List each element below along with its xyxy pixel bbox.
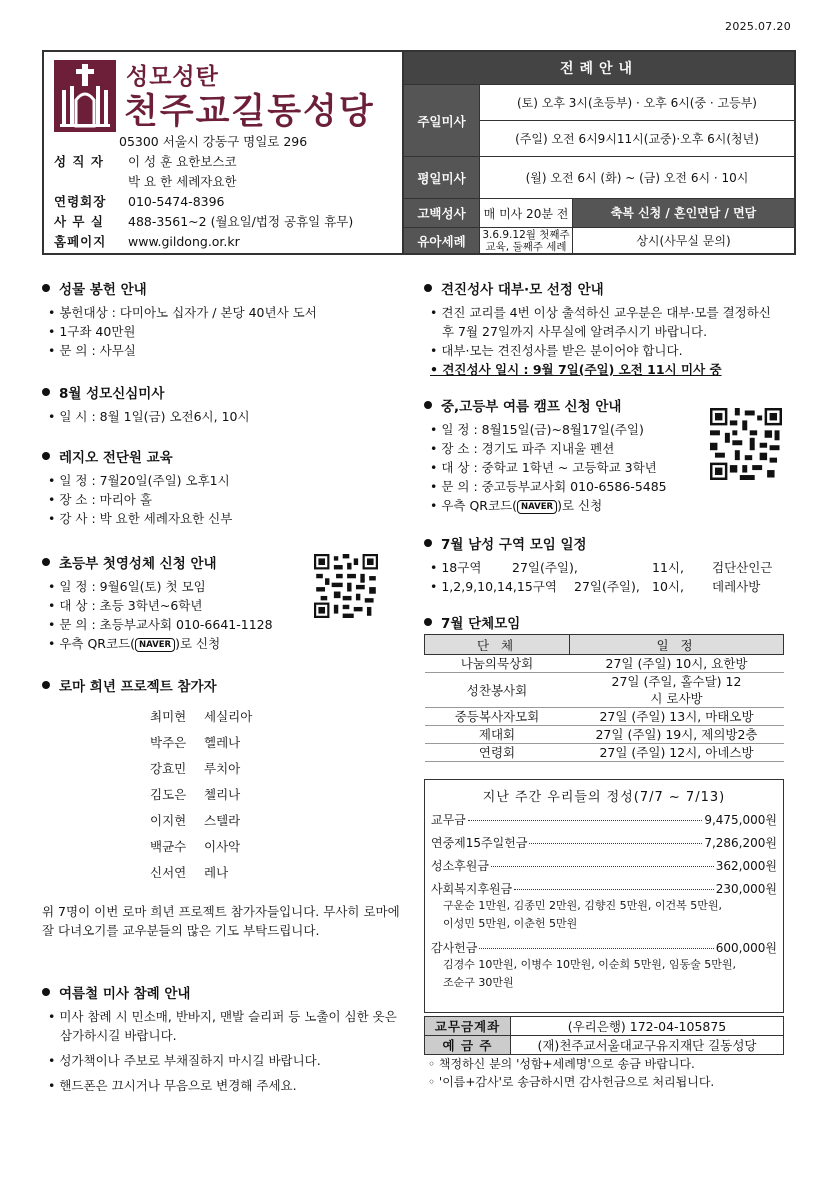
table-row: 제대회 27일 (주일) 19시, 제의방2층 (425, 726, 784, 744)
donor-list: 조순구 30만원 (443, 976, 514, 989)
sunday-mass-saturday: (토) 오후 3시(초등부) · 오후 6시(중 · 고등부) (517, 96, 757, 110)
bullet-icon (42, 681, 50, 689)
list-item: • 장 소 : 마리아 홀 (48, 492, 152, 507)
list-item: • 문 의 : 사무실 (48, 343, 136, 358)
section-group-meetings (424, 612, 784, 632)
transfer-note: ◦ '이름+감사'로 송금하시면 감사헌금으로 처리됩니다. (428, 1075, 715, 1089)
list-item: • 봉헌대상 : 다미아노 십자가 / 본당 40년사 도서 (48, 305, 317, 320)
list-item: • 우측 QR코드( NAVER )로 신청 (48, 636, 221, 651)
weekday-mass-times: (월) 오전 6시 (화) ~ (금) 오전 6시 · 10시 (525, 171, 749, 185)
section-title: 견진성사 대부·모 선정 안내 (441, 282, 604, 298)
list-item: • 일 정 : 8월15일(금)~8월17일(주일) (430, 422, 644, 437)
list-item: • 1,2,9,10,14,15구역 27일(주일), 10시, 데레사방 (430, 579, 761, 594)
section-legio-education (42, 446, 402, 528)
list-item: 박주은 헬레나 (150, 735, 241, 750)
sunday-mass-label: 주일미사 (404, 85, 480, 156)
sunday-mass-row (404, 84, 794, 156)
section-title: 8월 성모신심미사 (59, 386, 165, 402)
clergy-label: 성 직 자 (54, 154, 104, 169)
bullet-icon (42, 284, 50, 292)
naver-badge: NAVER (517, 500, 557, 514)
section-confirmation-sponsor (424, 278, 784, 379)
account-holder: (재)천주교서울대교구유지재단 길동성당 (511, 1036, 784, 1055)
table-row: 성찬봉사회 27일 (주일, 홀수달) 12시 로사방 (425, 673, 784, 708)
confession-row (404, 198, 794, 227)
list-item: • 핸드폰은 끄시거나 무음으로 변경해 주세요. (48, 1078, 297, 1093)
infant-baptism-schedule: 3.6.9.12월 첫째주 교육, 둘째주 세례 (482, 228, 570, 253)
list-item: • 강 사 : 박 요한 세례자요한 신부 (48, 511, 233, 526)
table-header: 일 정 (570, 635, 784, 655)
list-item: • 장 소 : 경기도 파주 지내울 펜션 (430, 441, 615, 456)
section-title: 로마 희년 프로젝트 참가자 (59, 679, 217, 695)
list-item: 신서연 레나 (150, 865, 229, 880)
list-item: • 대 상 : 중학교 1학년 ~ 고등학교 3학년 (430, 460, 657, 475)
section-title: 초등부 첫영성체 신청 안내 (59, 556, 217, 572)
bulletin-date: 2025.07.20 (725, 20, 791, 33)
bank-account-table (424, 1016, 784, 1055)
infant-baptism-label: 유아세례 (404, 228, 480, 253)
office-phone: 488-3561~2 (월요일/법정 공휴일 휴무) (128, 214, 354, 229)
list-item: • 1구좌 40만원 (48, 324, 136, 339)
offering-title: 지난 주간 우리들의 정성(7/7 ~ 7/13) (482, 790, 726, 805)
office-row (54, 212, 394, 232)
bulletin-header (42, 50, 796, 255)
section-men-district (424, 533, 784, 598)
section-title: 중,고등부 여름 캠프 신청 안내 (441, 399, 622, 415)
mass-schedule (402, 52, 794, 253)
bullet-icon (42, 988, 50, 996)
account-holder-label: 예 금 주 (425, 1036, 511, 1055)
list-item: • 견진 교리를 4번 이상 출석하신 교우분은 대부·모를 결정하신 후 7월 27일까지 사무실에 알려주시기 바랍니다. (430, 305, 771, 339)
offering-row: 연중제15주일헌금 7,286,200원 (431, 836, 777, 850)
council-label: 연령회장 (54, 194, 107, 209)
table-row: 나눔의묵상회 27일 (주일) 10시, 요한방 (425, 655, 784, 673)
offering-row: 교무금 9,475,000원 (431, 813, 777, 827)
homepage-link[interactable]: www.gildong.or.kr (128, 234, 240, 249)
account-label: 교무금계좌 (425, 1017, 511, 1036)
offering-row: 성소후원금 362,000원 (431, 859, 777, 873)
homepage-label: 홈페이지 (54, 234, 107, 249)
list-item: • 일 정 : 9월6일(토) 첫 모임 (48, 579, 206, 594)
infant-baptism-row (404, 227, 794, 253)
council-phone: 010-5474-8396 (128, 194, 225, 209)
offering-row: 사회복지후원금 230,000원 (431, 882, 777, 896)
donor-list: 구운순 1만원, 김종민 2만원, 김향진 5만원, 이건복 5만원, (443, 899, 722, 912)
council-row (54, 192, 394, 212)
weekday-mass-row (404, 156, 794, 198)
qr-code-icon[interactable] (710, 408, 782, 480)
section-marian-mass (42, 382, 402, 426)
section-rome-jubilee (42, 675, 402, 695)
bullet-icon (424, 284, 432, 292)
sunday-mass-sunday: (주일) 오전 6시9시11시(교중)·오후 6시(청년) (480, 120, 794, 156)
bullet-icon (424, 401, 432, 409)
transfer-note: ◦ 책정하신 분의 '성함+세례명'으로 송금 바랍니다. (428, 1057, 695, 1071)
office-label: 사 무 실 (54, 214, 104, 229)
list-item: • 문 의 : 중고등부교사회 010-6586-5485 (430, 479, 667, 494)
clergy-row (54, 152, 394, 172)
list-item: • 일 시 : 8월 1일(금) 오전6시, 10시 (48, 409, 250, 424)
weekly-offering-box (424, 779, 784, 1013)
account-number: (우리은행) 172-04-105875 (511, 1017, 784, 1036)
bullet-icon (424, 618, 432, 626)
list-item: 강효민 루치아 (150, 761, 241, 776)
table-header: 단 체 (425, 635, 570, 655)
section-title: 성물 봉헌 안내 (59, 282, 147, 298)
donor-list: 이성민 5만원, 이춘헌 5만원 (443, 917, 578, 930)
section-title: 여름철 미사 참례 안내 (59, 986, 191, 1002)
table-row: 중등복사자모회 27일 (주일) 13시, 마태오방 (425, 708, 784, 726)
table-row (425, 1036, 784, 1055)
bullet-icon (42, 452, 50, 460)
table-row: 연령회 27일 (주일) 12시, 아네스방 (425, 744, 784, 762)
list-item: • 성가책이나 주보로 부채질하지 마시길 바랍니다. (48, 1053, 321, 1068)
weekday-mass-label: 평일미사 (404, 157, 480, 198)
infant-baptism-note: 상시(사무실 문의) (572, 228, 794, 253)
homepage-row (54, 232, 394, 252)
section-title: 7월 남성 구역 모임 일정 (441, 537, 587, 553)
section-title: 7월 단체모임 (441, 616, 521, 632)
list-item: • 견진성사 일시 : 9월 7일(주일) 오전 11시 미사 중 (430, 362, 722, 377)
naver-badge: NAVER (135, 638, 175, 652)
mass-schedule-title: 전례안내 (404, 52, 794, 84)
list-item: 김도은 첼리나 (150, 787, 241, 802)
bullet-icon (42, 388, 50, 396)
list-item: 이지현 스텔라 (150, 813, 241, 828)
bullet-icon (424, 539, 432, 547)
clergy-assistant: 박 요 한 세례자요한 (128, 174, 237, 189)
confession-time: 매 미사 20분 전 (483, 206, 569, 221)
list-item: 백균수 이사악 (150, 839, 241, 854)
bullet-icon (42, 558, 50, 566)
offering-row: 감사헌금 600,000원 (431, 941, 777, 955)
list-item: • 일 정 : 7월20일(주일) 오후1시 (48, 473, 230, 488)
rome-participant-list (150, 704, 252, 886)
blessing-label: 축복 신청 / 혼인면담 / 면담 (572, 199, 794, 227)
list-item: • 대부·모는 견진성사를 받은 분이어야 합니다. (430, 343, 683, 358)
address: 05300 서울시 강동구 명일로 296 (119, 134, 308, 149)
group-meeting-table (424, 634, 784, 762)
list-item: • 18구역 27일(주일), 11시, 검단산인근 (430, 560, 773, 575)
table-row (425, 1017, 784, 1036)
feast-title: 성모성탄 (126, 64, 219, 90)
list-item: • 우측 QR코드( NAVER )로 신청 (430, 498, 603, 513)
donor-list: 김경수 10만원, 이병수 10만원, 이순희 5만원, 임동술 5만원, (443, 958, 736, 971)
parish-info (44, 52, 402, 253)
clergy-pastor: 이 성 훈 요한보스코 (128, 154, 237, 169)
list-item: • 문 의 : 초등부교사회 010-6641-1128 (48, 617, 273, 632)
parish-logo-icon (54, 60, 116, 132)
section-title: 레지오 전단원 교육 (59, 450, 173, 466)
list-item: 최미현 세실리아 (150, 709, 253, 724)
contact-info (54, 132, 394, 252)
section-offering-items (42, 278, 402, 360)
confession-label: 고백성사 (404, 199, 480, 227)
list-item: • 미사 참례 시 민소매, 반바지, 맨발 슬리퍼 등 노출이 심한 옷은 삼가하시길 바랍니다. (48, 1009, 397, 1043)
list-item: • 대 상 : 초등 3학년~6학년 (48, 598, 203, 613)
parish-name: 천주교길동성당 (124, 92, 375, 132)
qr-code-icon[interactable] (314, 554, 378, 618)
section-summer-mass (42, 982, 402, 1095)
rome-note: 위 7명이 이번 로마 희년 프로젝트 참가자들입니다. 무사히 로마에 잘 다녀오기를 교우분들의 많은 기도 부탁드립니다. (42, 904, 400, 938)
